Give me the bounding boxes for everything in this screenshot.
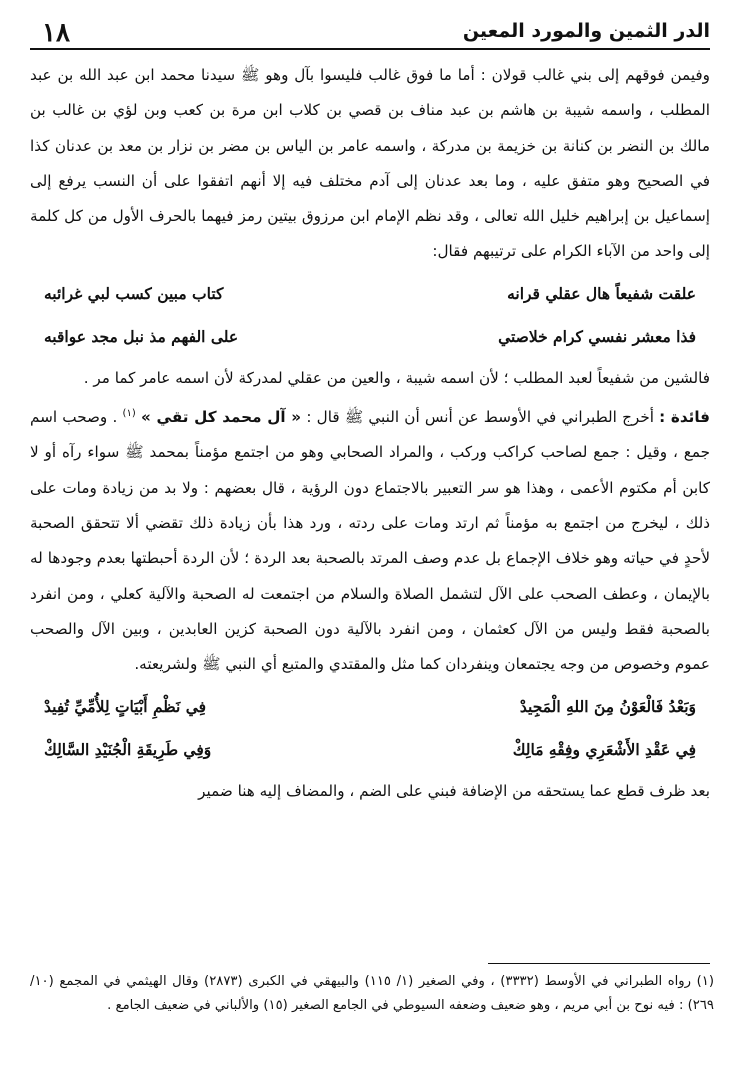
paragraph-lineage: وفيمن فوقهم إلى بني غالب قولان : أما ما فوق غالب فليسوا بآل وهو ﷺ سيدنا محمد ابن عبد الله بن عبد المطلب ، واسمه شيبة بن هاشم بن عبد مناف بن قصي بن كلاب ابن مرة بن كعب وبن لؤي بن غالب بن مالك بن النضر بن كنانة بن خزيمة بن مدركة ، واسمه عامر بن الياس بن مضر بن نزار بن معد بن عدنان كذا في الصحيح وهو متفق عليه ، وما بعد عدنان إلى آدم مختلف فيه إلا أنهم اتفقوا على أن النسب يرفع إلى إسماعيل بن إبراهيم خليل الله تعالى ، وقد نظم الإمام ابن مرزوق بيتين رمز فيهما بالحرف الأول من كل كلمة إلى واحد من الآباء الكرام على ترتيبهم فقال: xyxy=(30,66,710,261)
benefit-intro: أخرج الطبراني في الأوسط عن أنس أن النبي ﷺ قال : xyxy=(306,408,654,427)
verse-4-second-hemistich: وَفِي طَرِيقَةِ الْجُنَيْدِ السَّالِكْ xyxy=(44,739,212,759)
verse-1-first-hemistich: علقت شفيعاً هال عقلي قرانه xyxy=(507,283,696,303)
main-text xyxy=(30,58,710,809)
paragraph-commentary: بعد ظرف قطع عما يستحقه من الإضافة فبني على الضم ، والمضاف إليه هنا ضمير xyxy=(198,781,710,800)
running-title: الدر الثمين والمورد المعين xyxy=(462,20,710,42)
benefit-body: . وصحب اسم جمع ، وقيل : جمع لصاحب كراكب وركب ، والمراد الصحابي وهو من اجتمع مؤمناً بمحمد ﷺ سواء رآه أو لا كابن أم مكتوم الأعمى ، وهذا هو سر التعبير بالاجتماع دون الرؤية ، قال بعضهم : ولا بد من زيادة ومات على ذلك ، ليخرج من اجتمع به مؤمناً ثم ارتد ومات على ردته ، ورد هذا بأن زيادة ذلك تقضي ألا تتحقق الصحبة لأحدٍ في حياته وهو خلاف الإجماع بل عدم وصف المرتد بالصحبة بعد الردة ؛ لأن الردة أحبطتها بعدم وجودها له بالإيمان ، وعطف الصحب على الآل لتشمل الصلاة والسلام من اجتمعت له الصحبة والآلية كعلي ، ومن انفرد بالصحبة فقط وليس من الآل كعثمان ، ومن انفرد بالآلية دون الصحبة كزين العابدين ، وبين الآل والصحب عموم وخصوص من وجه يجتمعان وينفردان كما مثل والمقتدي والمتبع أي النبي ﷺ ولشريعته. xyxy=(30,408,710,674)
paragraph-benefit xyxy=(30,396,710,682)
verse-3-first-hemistich: وَبَعْدُ فَالْعَوْنُ مِنَ اللهِ الْمَجِيدْ xyxy=(519,696,696,716)
verse-line-2 xyxy=(30,318,710,356)
benefit-label: فائدة : xyxy=(659,408,711,427)
verse-3-second-hemistich: فِي نَظْمِ أَبْيَاتٍ لِلأُمِّيِّ تُفِيدْ xyxy=(44,696,207,716)
page-number: ١٨ xyxy=(42,18,70,48)
page-header xyxy=(30,18,710,50)
verse-2-first-hemistich: فذا معشر نفسي كرام خلاصتي xyxy=(498,326,696,346)
footnote: (١) رواه الطبراني في الأوسط (٣٣٣٢) ، وفي الصغير (١/ ١١٥) والبيهقي في الكبرى (٢٨٧٣) وقال الهيثمي في المجمع (١٠/ ٢٦٩) : فيه نوح بن أبي مريم ، وهو ضعيف وضعفه السيوطي في الجامع الصغير (١٥) والألباني في ضعيف الجامع . xyxy=(30,974,714,1013)
footnote-divider xyxy=(488,963,710,964)
verse-line-1 xyxy=(30,275,710,313)
verse-2-second-hemistich: على الفهم مذ نبل مجد عواقبه xyxy=(44,326,239,346)
footnote-ref: (١) xyxy=(122,408,136,420)
verse-line-4 xyxy=(30,731,710,769)
verse-line-3 xyxy=(30,688,710,726)
verse-4-first-hemistich: فِي عَقْدِ الأَشْعَرِي وفِقْهِ مَالِكْ xyxy=(512,739,696,759)
verse-1-second-hemistich: كتاب مبين كسب لبي غرائبه xyxy=(44,283,224,303)
paragraph-explanation: فالشين من شفيعاً لعبد المطلب ؛ لأن اسمه شيبة ، والعين من عقلي لمدركة لأن اسمه عامر كما مر . xyxy=(83,368,710,387)
hadith-quote: « آل محمد كل تقي » xyxy=(140,408,302,427)
